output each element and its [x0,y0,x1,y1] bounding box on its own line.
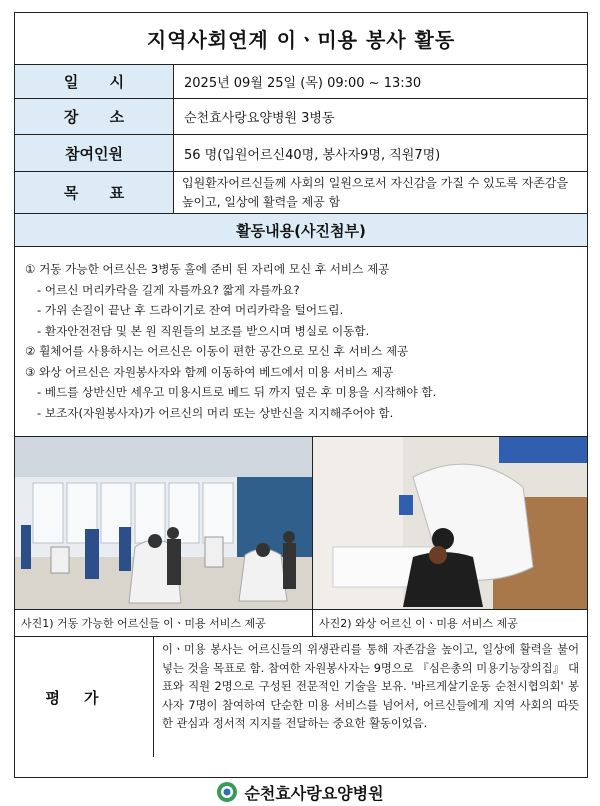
info-row-participants [15,135,587,172]
hospital-logo-icon [216,781,238,803]
photo-hall-illustration [15,437,313,609]
evaluation-row [15,637,587,757]
photo-bed-illustration [313,437,587,609]
evaluation-label: 평가 [15,637,154,757]
activity-item: ③ 와상 어르신은 자원봉사자와 함께 이동하여 베드에서 미용 서비스 제공 [25,364,394,379]
photo-bedridden-service [313,437,587,609]
datetime-label: 일 시 [15,65,174,98]
hospital-name: 순천효사랑요양병원 [244,783,384,803]
photo-captions [15,610,587,637]
photo-row [15,437,587,610]
info-row-goal [15,172,587,214]
photo-caption-1: 사진1) 거동 가능한 어르신들 이ㆍ미용 서비스 제공 [15,610,313,636]
info-row-location [15,99,587,135]
info-row-datetime [15,65,587,99]
participants-label: 참여인원 [15,135,174,171]
activity-item: ② 휠체어를 사용하시는 어르신은 이동이 편한 공간으로 모신 후 서비스 제공 [25,344,409,358]
datetime-value: 2025년 09월 25일 (목) 09:00 ~ 13:30 [184,76,422,91]
activity-subitem: - 환자안전전담 및 본 원 직원들의 보조를 받으시며 병실로 이동함. [37,323,370,338]
goal-value: 입원환자어르신들께 사회의 일원으로서 자신감을 가질 수 있도록 자존감을 높이고, 일상에 활력을 제공 함 [182,175,569,209]
evaluation-text: 이ㆍ미용 봉사는 어르신들의 위생관리를 통해 자존감을 높이고, 일상에 활력을 불어넣는 것을 목표로 함. 참여한 자원봉사자는 9명으로 『심은총의 미용기능장의집』 대표와 직원 2명으로 구성된 전문적인 기술을 보유. '바르게살기운동 순천시협의회' 봉사자 7명이 참여하여 단순한 미용 서비스를 넘어서, 어르신들에게 지역 사회의 따뜻한 관심과 정서적 지지를 전달하는 중요한 활동이었음. [162,643,579,730]
activity-subitem: - 어르신 머리카락을 길게 자를까요? 짧게 자를까요? [37,282,300,297]
activity-list [15,247,587,437]
photo-ambulatory-service [15,437,313,609]
activity-subitem: - 베드를 상반신만 세우고 미용시트로 베드 뒤 까지 덮은 후 미용을 시작해야 함. [37,385,437,399]
participants-value: 56 명(입원어르신40명, 봉사자9명, 직원7명) [184,147,441,163]
activity-item: ① 거동 가능한 어르신은 3병동 홀에 준비 된 자리에 모신 후 서비스 제공 [25,262,390,276]
photo-caption-2: 사진2) 와상 어르신 이ㆍ미용 서비스 제공 [319,617,518,630]
location-label: 장 소 [15,99,174,134]
footer [0,778,600,806]
report-page [14,12,588,778]
activity-subitem: - 가위 손질이 끝난 후 드라이기로 잔여 머리카락을 털어드림. [37,303,344,317]
report-title: 지역사회연계 이ㆍ미용 봉사 활동 [15,13,587,65]
goal-label: 목 표 [15,172,174,213]
activity-header: 활동내용(사진첨부) [15,214,587,247]
location-value: 순천효사랑요양병원 3병동 [184,111,335,126]
activity-subitem: - 보조자(자원봉사자)가 어르신의 머리 또는 상반신을 지지해주어야 함. [37,405,394,420]
